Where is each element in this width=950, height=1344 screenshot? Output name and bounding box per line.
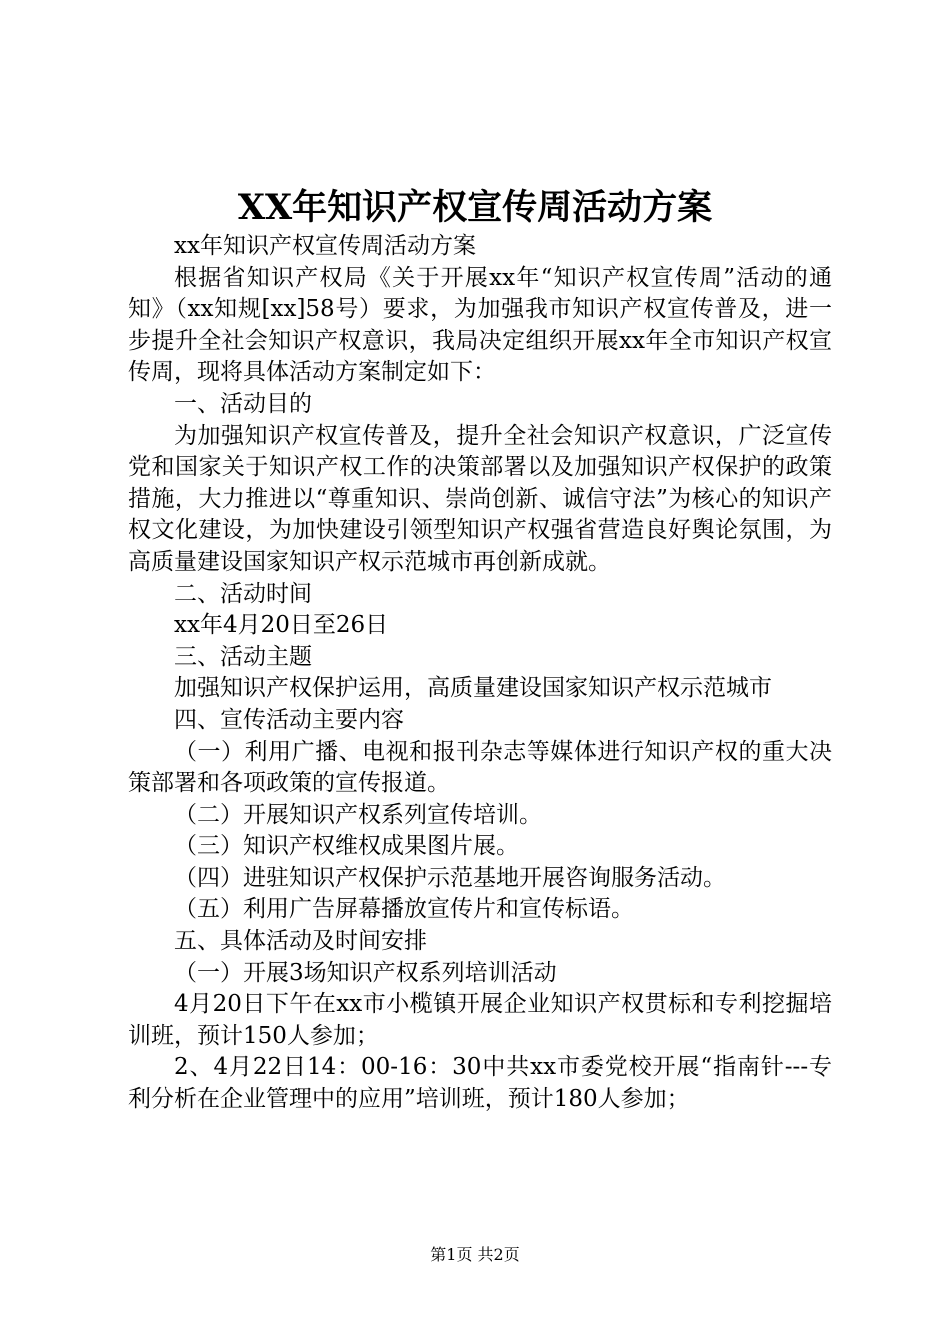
list-item-content-3: （三）知识产权维权成果图片展。 — [174, 833, 519, 860]
list-item-content-1: （一）利用广播、电视和报刊杂志等媒体进行知识产权的重大决策部署和各项政策的宣传报道。 — [128, 738, 832, 797]
section-heading-schedule: 五、具体活动及时间安排 — [174, 928, 427, 955]
list-item-content-4: （四）进驻知识产权保护示范基地开展咨询服务活动。 — [174, 864, 726, 891]
list-item-training-1: 4月20日下午在xx市小榄镇开展企业知识产权贯标和专利挖掘培训班，预计150人参加； — [128, 991, 832, 1049]
document-title: XX年知识产权宣传周活动方案 — [237, 187, 713, 228]
section-heading-time: 二、活动时间 — [174, 580, 312, 607]
paragraph-subtitle: xx年知识产权宣传周活动方案 — [174, 233, 476, 259]
list-item-content-5: （五）利用广告屏幕播放宣传片和宣传标语。 — [174, 896, 634, 923]
paragraph-time: xx年4月20日至26日 — [174, 612, 389, 639]
section-heading-purpose: 一、活动目的 — [174, 390, 312, 417]
list-item-training-2: 2、4月22日14：00-16：30中共xx市委党校开展“指南针---专利分析在企业管理中的应用”培训班，预计180人参加； — [128, 1054, 832, 1113]
paragraph-intro: 根据省知识产权局《关于开展xx年“知识产权宣传周”活动的通知》（xx知规[xx]58号）要求，为加强我市知识产权宣传普及，进一步提升全社会知识产权意识，我局决定组织开展xx年全市知识产权宣传周，现将具体活动方案制定如下： — [128, 264, 832, 386]
list-item-content-2: （二）开展知识产权系列宣传培训。 — [174, 801, 542, 828]
paragraph-purpose: 为加强知识产权宣传普及，提升全社会知识产权意识，广泛宣传党和国家关于知识产权工作的决策部署以及加强知识产权保护的政策措施，大力推进以“尊重知识、崇尚创新、诚信守法”为核心的知识产权文化建设，为加快建设引领型知识产权强省营造良好舆论氛围，为高质量建设国家知识产权示范城市再创新成就。 — [128, 422, 832, 575]
paragraph-theme: 加强知识产权保护运用，高质量建设国家知识产权示范城市 — [174, 675, 772, 702]
section-heading-content: 四、宣传活动主要内容 — [174, 706, 404, 733]
section-heading-theme: 三、活动主题 — [174, 643, 312, 670]
page-indicator: 第1页 共2页 — [430, 1245, 520, 1264]
subheading-training: （一）开展3场知识产权系列培训活动 — [174, 959, 557, 986]
document-body — [128, 231, 832, 1116]
